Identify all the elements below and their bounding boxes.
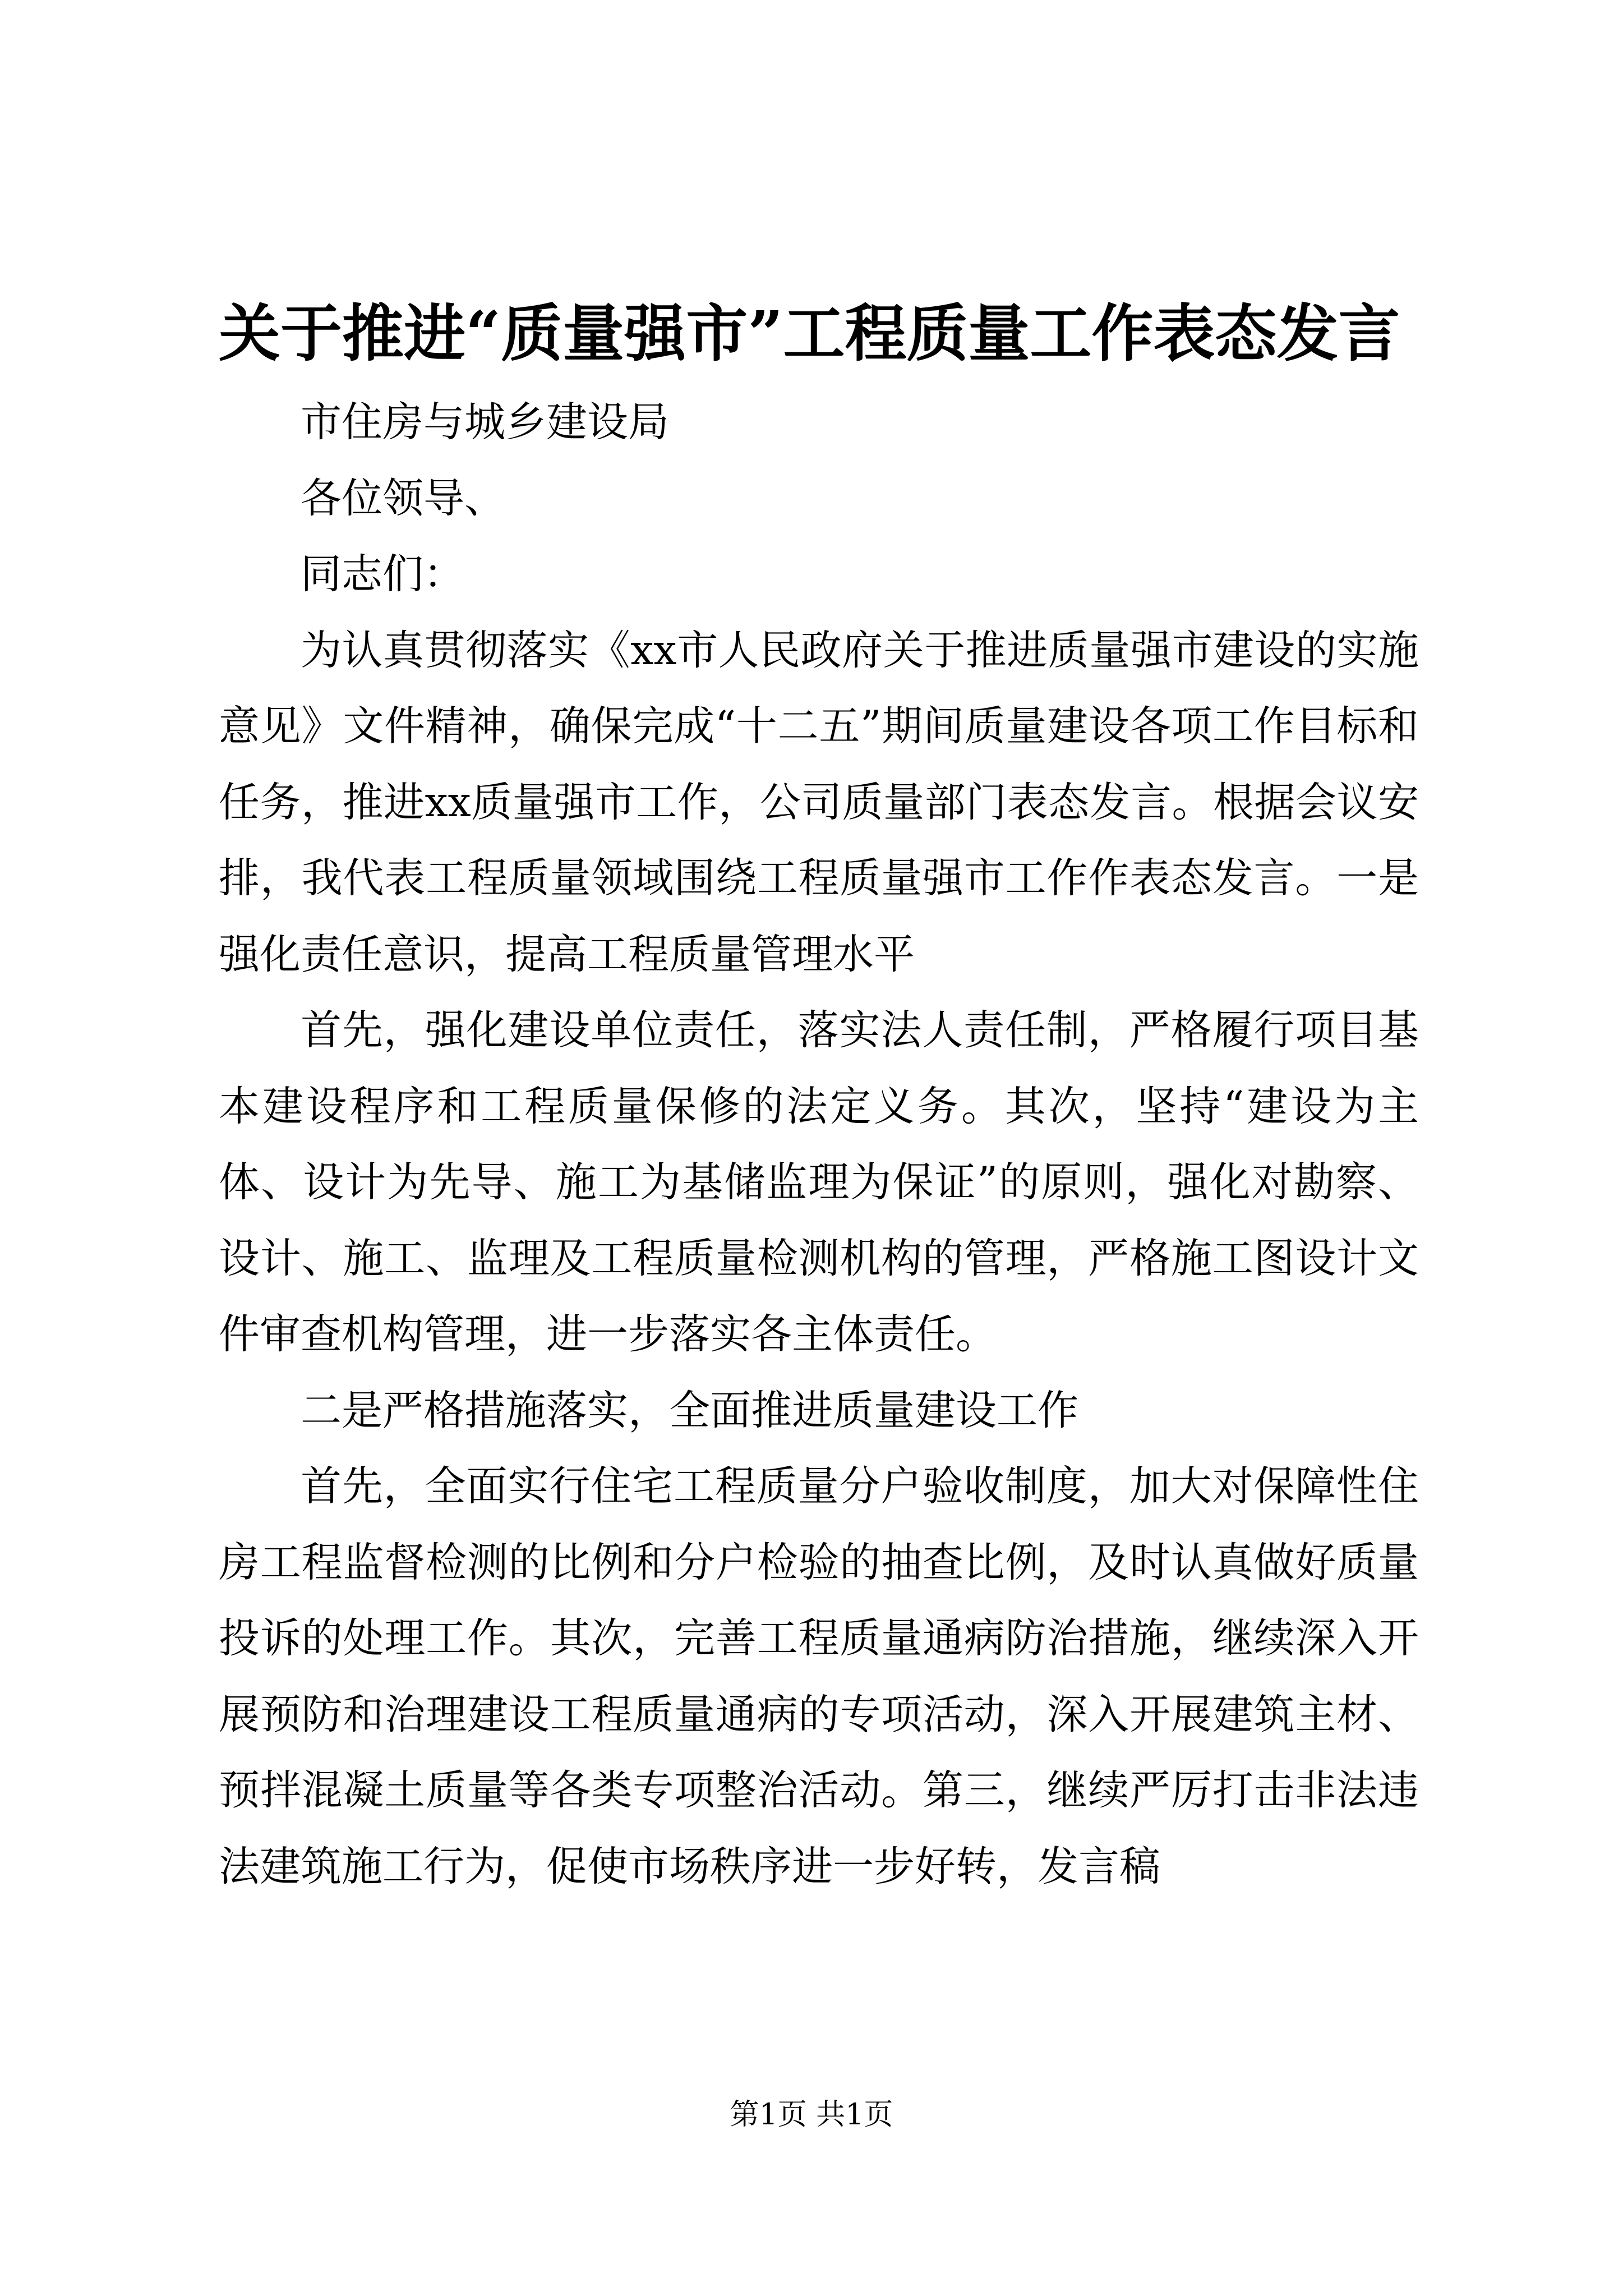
page-footer [0, 2095, 1623, 2134]
paragraph-intro: 为认真贯彻落实《xx市人民政府关于推进质量强市建设的实施意见》文件精神，确保完成“十二五”期间质量建设各项工作目标和任务，推进xx质量强市工作，公司质量部门表态发言。根据会议安排，我代表工程质量领域围绕工程质量强市工作作表态发言。一是强化责任意识，提高工程质量管理水平 [219, 626, 1419, 978]
department-line: 市住房与城乡建设局 [301, 398, 669, 446]
salutation-comrades: 同志们： [301, 550, 464, 598]
document-body [219, 384, 1419, 1904]
paragraph-responsibility: 首先，强化建设单位责任，落实法人责任制，严格履行项目基本建设程序和工程质量保修的法定义务。其次，坚持“建设为主体、设计为先导、施工为基储监理为保证”的原则，强化对勘察、设计、施工、监理及工程质量检测机构的管理，严格施工图设计文件审查机构管理，进一步落实各主体责任。 [219, 1006, 1419, 1358]
page-number-total: 共1页 [816, 2098, 893, 2132]
document-title: 关于推进“质量强市”工程质量工作表态发言 [219, 297, 1400, 370]
paragraph-measures: 首先，全面实行住宅工程质量分户验收制度，加大对保障性住房工程监督检测的比例和分户检验的抽查比例，及时认真做好质量投诉的处理工作。其次，完善工程质量通病防治措施，继续深入开展预防和治理建设工程质量通病的专项活动，深入开展建筑主材、预拌混凝土质量等各类专项整治活动。第三，继续严厉打击非法违法建筑施工行为，促使市场秩序进一步好转，发言稿 [219, 1462, 1419, 1890]
page-number-current: 第1页 [730, 2098, 807, 2132]
section-heading-measures: 二是严格措施落实，全面推进质量建设工作 [301, 1386, 1078, 1434]
salutation-leaders: 各位领导、 [301, 474, 505, 522]
